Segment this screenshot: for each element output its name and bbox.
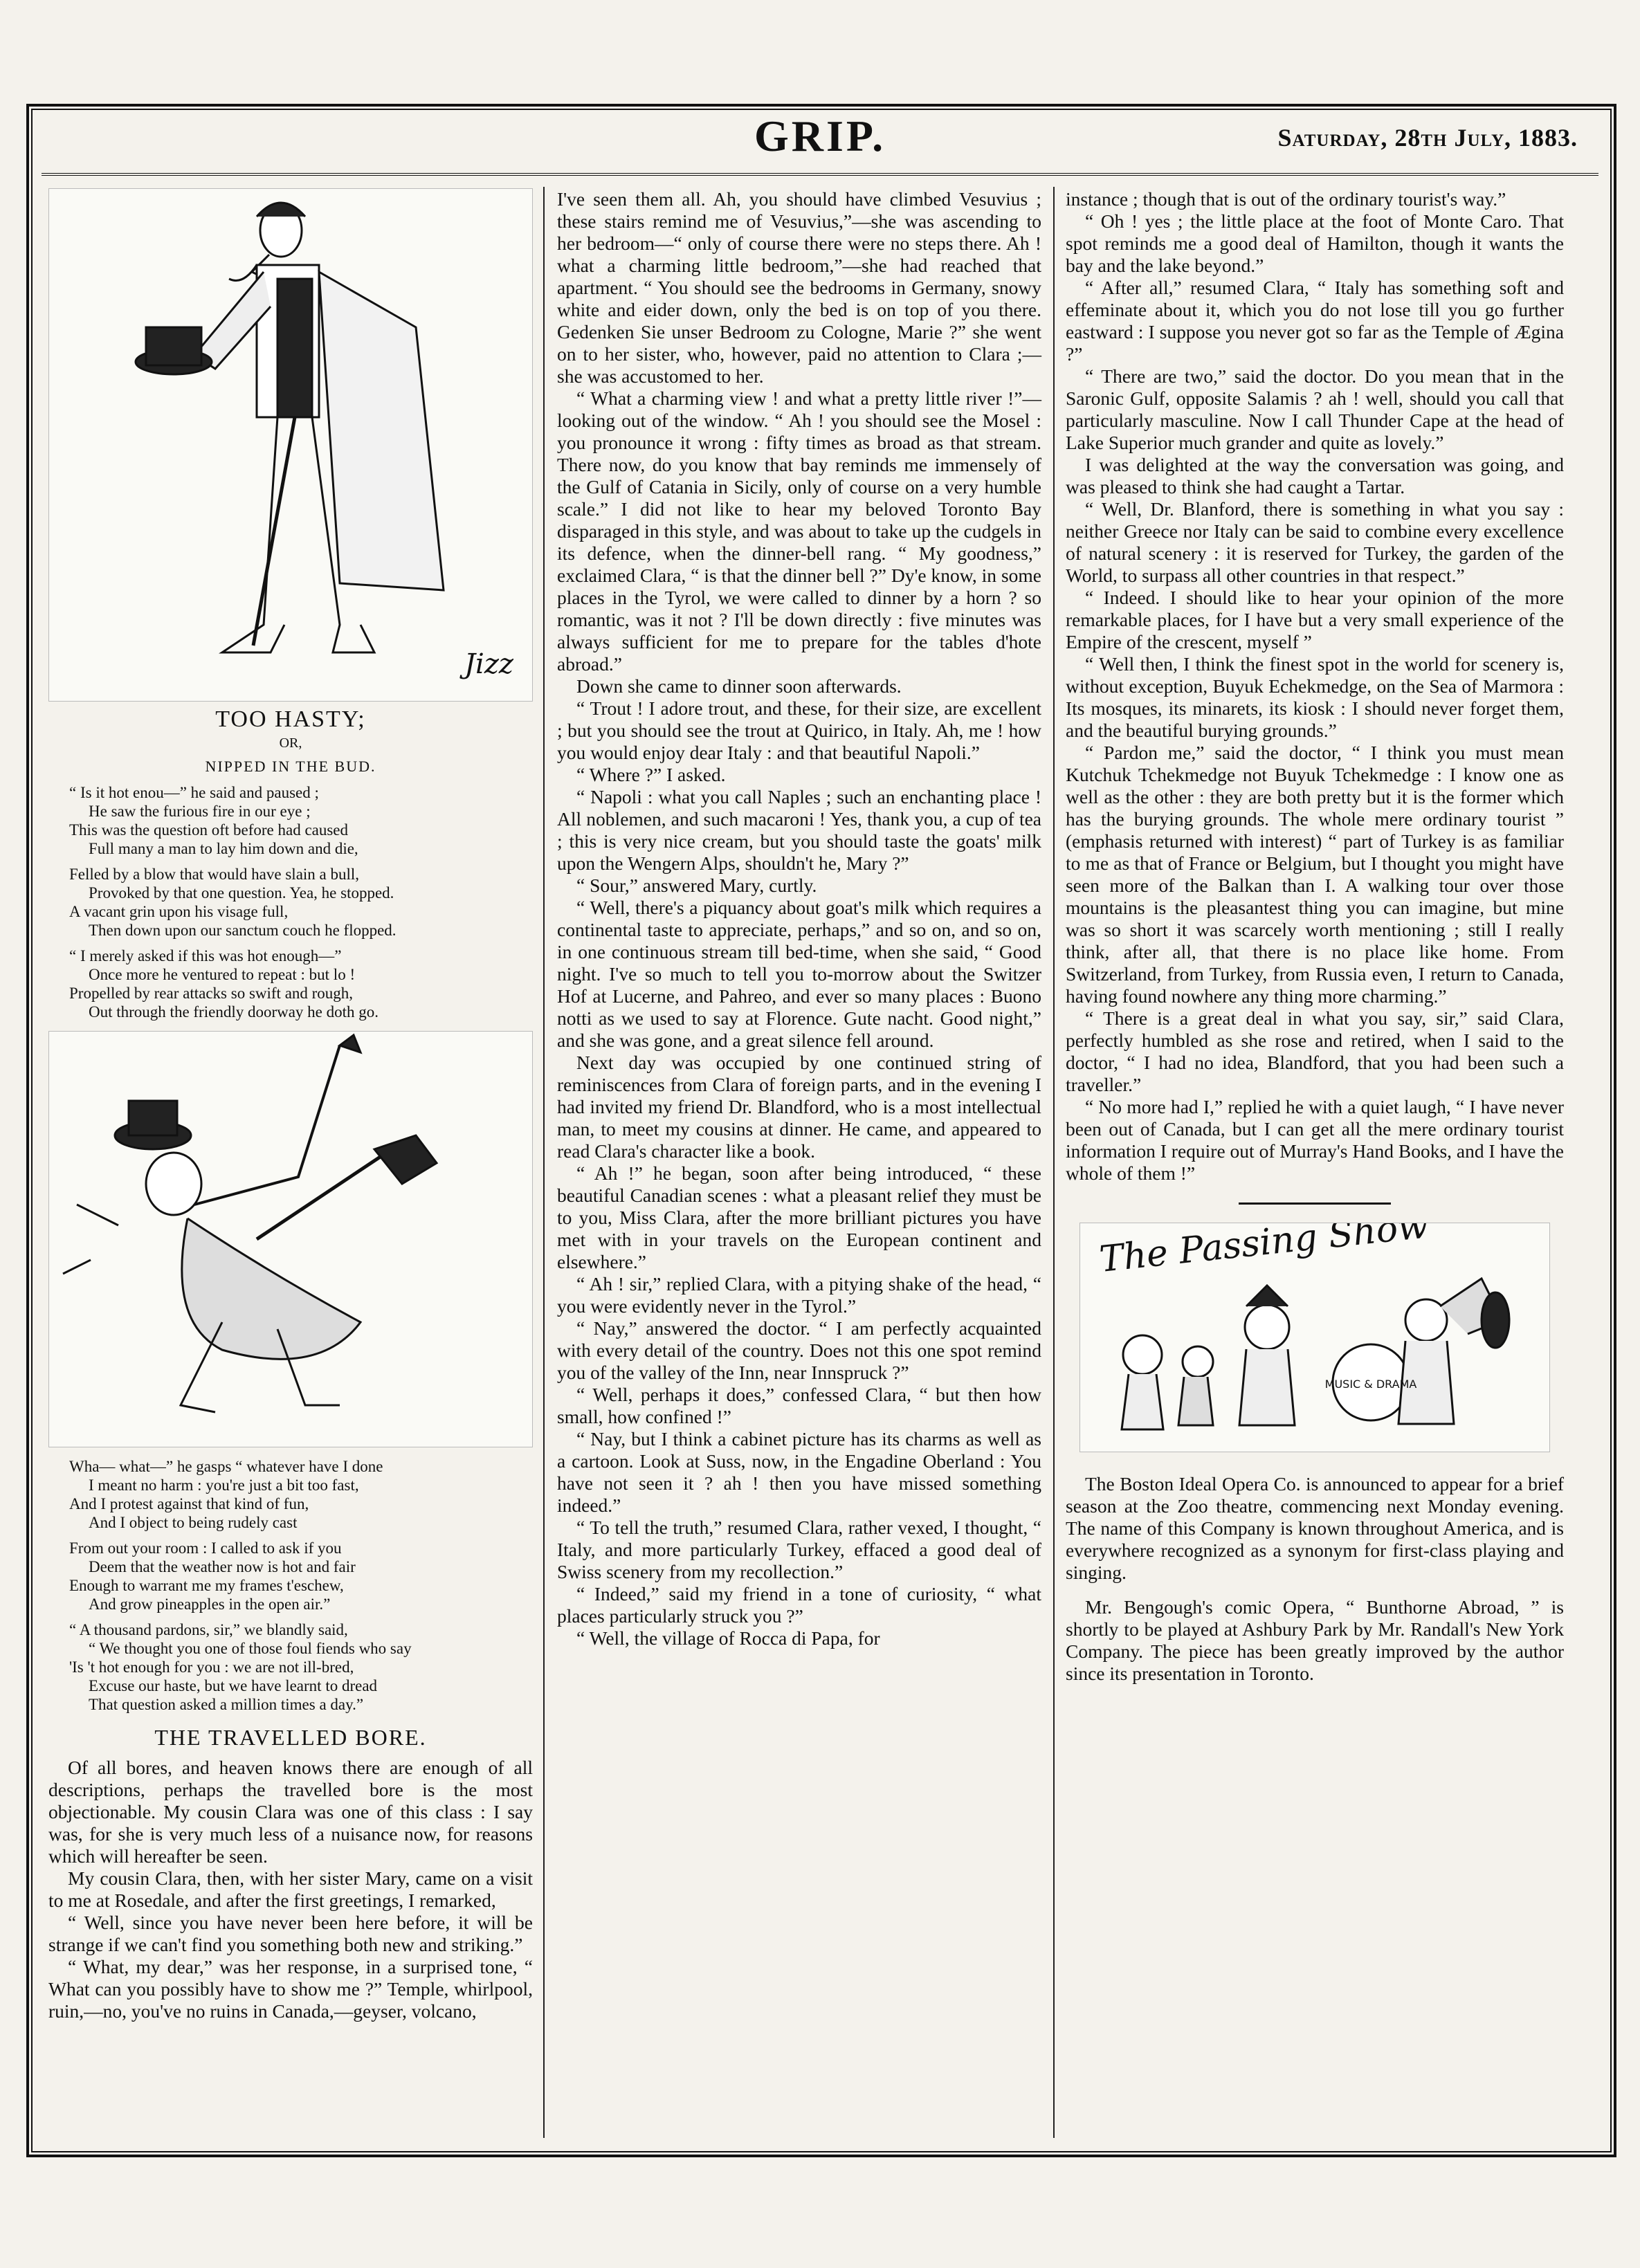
article-paragraph: “ Nay,” answered the doctor. “ I am perfectly acquainted with every detail of the country. Does not this one spot remind you of the valley of the Inn, near Innspruck ?” (557, 1317, 1041, 1383)
column-rule-2 (1053, 187, 1055, 2138)
article-paragraph: instance ; though that is out of the ordinary tourist's way.” (1066, 188, 1506, 210)
passing-show-title: The Passing Show (1097, 1223, 1431, 1281)
article-paragraph: Next day was occupied by one continued string of reminiscences from Clara of foreign parts, and in the evening I had invited my friend Dr. Blandford, who is a most intellectual man, to meet my cousins at dinner. He came, and appeared to read Clara's character like a book. (557, 1052, 1041, 1162)
cartoon-gentleman-illustration (48, 188, 533, 702)
article-paragraph: “ After all,” resumed Clara, “ Italy has something soft and effeminate about it, which you do not lose till you go further eastward : I suppose you never got so far as the Temple of Ægina ?” (1066, 277, 1564, 365)
article-paragraph: “ Well then, I think the finest spot in the world for scenery is, without exception, Buyuk Echekmedge, on the Sea of Marmora : Its mosques, its minarets, its kiosk : I should never forget them, and the beautiful burying grounds.” (1066, 653, 1564, 741)
article-paragraph: “ Indeed,” said my friend in a tone of curiosity, “ what places particularly struck you ?” (557, 1583, 1041, 1627)
poem-line: “ A thousand pardons, sir,” we blandly said, (69, 1621, 348, 1638)
column-rule-1 (543, 187, 545, 2138)
poem-line: “ I merely asked if this was hot enough—” (69, 947, 342, 964)
section-separator (1239, 1202, 1391, 1205)
article-paragraph: “ Oh ! yes ; the little place at the foot of Monte Caro. That spot reminds me a good deal of Hamilton, though it wants the bay and the lake beyond.” (1066, 210, 1564, 276)
poem-line: Deem that the weather now is hot and fair (89, 1558, 356, 1575)
poem-line: “ Is it hot enou—” he said and paused ; (69, 784, 319, 801)
article-paragraph: “ Napoli : what you call Naples ; such an enchanting place ! All noblemen, and such macaroni ! Yes, thank you, a cup of tea ; this is very nice cream, but you should taste the goats' milk upon the Wengern Alps, shouldn't he, Mary ?” (557, 786, 1041, 874)
poem-line: Out through the friendly doorway he doth go. (89, 1003, 379, 1021)
article-paragraph: “ What, my dear,” was her response, in a surprised tone, “ What can you possibly have to show me ?” Temple, whirlpool, ruin,—no, you've no ruins in Canada,—geyser, volcano, (48, 1956, 533, 2022)
article-paragraph: “ Pardon me,” said the doctor, “ I think you must mean Kutchuk Tchekmedge not Buyuk Tchekmedge : I know one as well as the other : they are both pretty but it is the former which has the burying grounds. The whole mere ordinary tourist ” (emphasis returned with interest) “ part of Turkey is as familiar to me as that of France or Belgium, but I thought you might have seen more of the Balkan than I. A walking tour over those mountains is the pleasantest thing you can imagine, but mine was so short it was scarcely worth mentioning ; still I really think, after all, that there is no place like home. From Switzerland, from Turkey, from Russia even, I return to Canada, having found nowhere any thing more charming.” (1066, 742, 1564, 1007)
poem-line: “ We thought you one of those foul fiends who say (89, 1640, 412, 1657)
poem-line: And grow pineapples in the open air.” (89, 1595, 331, 1613)
cartoon-caption-title: TOO HASTY; (215, 706, 366, 732)
column-2 (557, 188, 1041, 1649)
poem-line: That question asked a million times a day.” (89, 1696, 364, 1713)
poem-line: 'Is 't hot enough for you : we are not ill-bred, (69, 1658, 354, 1676)
article-paragraph: I've seen them all. Ah, you should have climbed Vesuvius ; these stairs remind me of Vesuvius,”—she was ascending to her bedroom—“ only of course there were no steps there. Ah ! what a charming little bedroom,”—she had reached that apartment. “ You should see the bedrooms in Germany, snowy white and eider down, only the bed is on top of you there. Gedenken Sie unser Bedroom zu Cologne, Marie ?” she went on to her sister, who, however, paid no attention to Clara ;—she was accustomed to her. (557, 188, 1041, 387)
passing-show-drawing (1080, 1223, 1549, 1450)
article-paragraph: Of all bores, and heaven knows there are enough of all descriptions, perhaps the travelled bore is the most objectionable. My cousin Clara was one of this class : I say was, for she is very much less of a nuisance now, for reasons which will hereafter be seen. (48, 1757, 533, 1867)
notice-paragraph: Mr. Bengough's comic Opera, “ Bunthorne Abroad, ” is shortly to be played at Ashbury Park by Mr. Randall's New York Company. The piece has been greatly improved by the author since its presentation in Toronto. (1066, 1596, 1564, 1684)
article-paragraph: “ Well, the village of Rocca di Papa, for (576, 1627, 880, 1649)
poem-line: Felled by a blow that would have slain a bull, (69, 866, 360, 883)
article-title: THE TRAVELLED BORE. (154, 1725, 427, 1750)
notice-paragraph: The Boston Ideal Opera Co. is announced to appear for a brief season at the Zoo theatre, commencing next Monday evening. The name of this Company is known throughout America, and is everywhere recognized as a synonym for first-class playing and singing. (1066, 1473, 1564, 1583)
article-paragraph: My cousin Clara, then, with her sister Mary, came on a visit to me at Rosedale, and after the first greetings, I remarked, (48, 1867, 533, 1911)
poem-line: A vacant grin upon his visage full, (69, 903, 289, 920)
cartoon-caption-subtitle: NIPPED IN THE BUD. (205, 758, 376, 775)
passing-show-illustration (1079, 1223, 1550, 1452)
poem-stanza-2 (69, 865, 533, 940)
poem-line: From out your room : I called to ask if you (69, 1539, 342, 1557)
poem-line: And I object to being rudely cast (89, 1514, 298, 1531)
masthead-date: Saturday, 28th July, 1883. (1277, 124, 1578, 152)
article-paragraph: “ Trout ! I adore trout, and these, for their size, are excellent ; but you should see the trout at Quirico, in Italy. Ah, me ! how you would enjoy dear Italy : and that beautiful Napoli.” (557, 697, 1041, 763)
article-paragraph: “ No more had I,” replied he with a quiet laugh, “ I have never been out of Canada, but I can get all the mere ordinary tourist information I require out of Murray's Hand Books, and I have the whole of them !” (1066, 1096, 1564, 1184)
article-paragraph: “ Well, Dr. Blanford, there is something in what you say : neither Greece nor Italy can be said to combine every excellence of natural scenery : it is reserved for Turkey, the garden of the World, to surpass all other countries in that respect.” (1066, 498, 1564, 586)
article-paragraph: “ Indeed. I should like to hear your opinion of the more remarkable places, for I have but a very small experience of the Empire of the crescent, myself ” (1066, 587, 1564, 652)
article-paragraph: “ To tell the truth,” resumed Clara, rather vexed, I thought, “ Italy, and more particularly Turkey, effaced a good deal of Swiss scenery from my recollection.” (557, 1517, 1041, 1582)
poem-stanza-3 (69, 946, 533, 1021)
article-paragraph: “ There are two,” said the doctor. Do you mean that in the Saronic Gulf, opposite Salamis ? ah ! well, should you call that particularly masculine. Now I call Thunder Cape at the head of Lake Superior much grander and quite as lovely.” (1066, 365, 1564, 453)
poem-line: Propelled by rear attacks so swift and rough, (69, 985, 354, 1002)
masthead-title: GRIP. (754, 111, 886, 161)
poem-line: He saw the furious fire in our eye ; (89, 803, 311, 820)
article-paragraph: Down she came to dinner soon afterwards. (576, 675, 902, 697)
article-paragraph: “ Well, since you have never been here before, it will be strange if we can't find you something both new and striking.” (48, 1912, 533, 1955)
cartoon-caption-or: OR, (279, 735, 302, 751)
poem-line: And I protest against that kind of fun, (69, 1495, 309, 1512)
masthead (42, 111, 1598, 173)
column-1 (48, 188, 533, 2022)
article-paragraph: “ Sour,” answered Mary, curtly. (576, 875, 817, 896)
column-3 (1066, 188, 1564, 1685)
artist-signature: Jizz (464, 648, 513, 680)
poem-line: Excuse our haste, but we have learnt to dread (89, 1677, 378, 1694)
poem-stanza-1 (69, 783, 533, 858)
article-paragraph: “ Well, perhaps it does,” confessed Clara, “ but then how small, how confined !” (557, 1384, 1041, 1427)
drum-label: MUSIC & DRAMA (1324, 1378, 1417, 1391)
poem-line: This was the question oft before had caused (69, 821, 349, 839)
poem-line: Enough to warrant me my frames t'eschew, (69, 1577, 344, 1594)
poem-stanza-4 (69, 1457, 533, 1532)
poem-line: I meant no harm : you're just a bit too fast, (89, 1476, 359, 1494)
article-paragraph: “ Nay, but I think a cabinet picture has its charms as well as a cartoon. Look at Suss, now, in the Engadine Oberland : You have not seen it ? ah ! then you have missed something indeed.” (557, 1428, 1041, 1516)
poem-line: Provoked by that one question. Yea, he stopped. (89, 884, 394, 902)
poem-stanza-6 (69, 1620, 533, 1714)
article-paragraph: “ Well, there's a piquancy about goat's milk which requires a continental taste to appreciate, perhaps,” and so on, and so on, in one continuous stream till bed-time, when she said, “ Good night. I've so much to tell you to-morrow about the Switzer Hof at Lucerne, and Pahreo, and ever so many places : Buono notti as we used to say at Florence. Gute nacht. Good night,” and she was gone, and a great silence fell around. (557, 897, 1041, 1051)
cartoon-thrown-out-illustration (48, 1031, 533, 1447)
poem-stanza-5 (69, 1539, 533, 1613)
poem-line: Wha— what—” he gasps “ whatever have I done (69, 1458, 383, 1475)
cartoon-thrown-out-drawing (49, 1032, 532, 1445)
article-paragraph: I was delighted at the way the conversation was going, and was pleased to think she had caught a Tartar. (1066, 454, 1564, 497)
article-paragraph: “ Ah !” he began, soon after being introduced, “ these beautiful Canadian scenes : what a pleasant relief they must be to you, Miss Clara, after the more brilliant pictures you have met with in your travels on the European continent and elsewhere.” (557, 1162, 1041, 1272)
poem-line: Once more he ventured to repeat : but lo ! (89, 966, 356, 983)
article-paragraph: “ What a charming view ! and what a pretty little river !”—looking out of the window. “ Ah ! you should see the Mosel : you pronounce it wrong : fifty times as broad as that stream. There now, do you know that bay reminds me immensely of the Gulf of Catania in Sicily, only of course on a very humble scale.” I did not like to hear my beloved Toronto Bay disparaged in this style, and was about to take up the cudgels in its defence, when the dinner-bell rang. “ My goodness,” exclaimed Clara, “ is that the dinner bell ?” Dy'e know, in some places in the Tyrol, we were called to dinner by a horn ? so romantic, was it not ? I'll be down directly : five minutes was always sufficient for me to prepare for the tables d'hote abroad.” (557, 387, 1041, 675)
article-paragraph: “ Where ?” I asked. (576, 764, 726, 785)
poem-line: Then down upon our sanctum couch he flopped. (89, 922, 397, 939)
article-paragraph: “ There is a great deal in what you say, sir,” said Clara, perfectly humbled as she rose and retired, when I said to the doctor, “ I had no idea, Blandford, that you had been such a traveller.” (1066, 1007, 1564, 1095)
poem-line: Full many a man to lay him down and die, (89, 840, 358, 857)
masthead-rule (42, 173, 1598, 176)
article-paragraph: “ Ah ! sir,” replied Clara, with a pitying shake of the head, “ you were evidently never in the Tyrol.” (557, 1273, 1041, 1317)
cartoon-gentleman-drawing (49, 189, 532, 699)
